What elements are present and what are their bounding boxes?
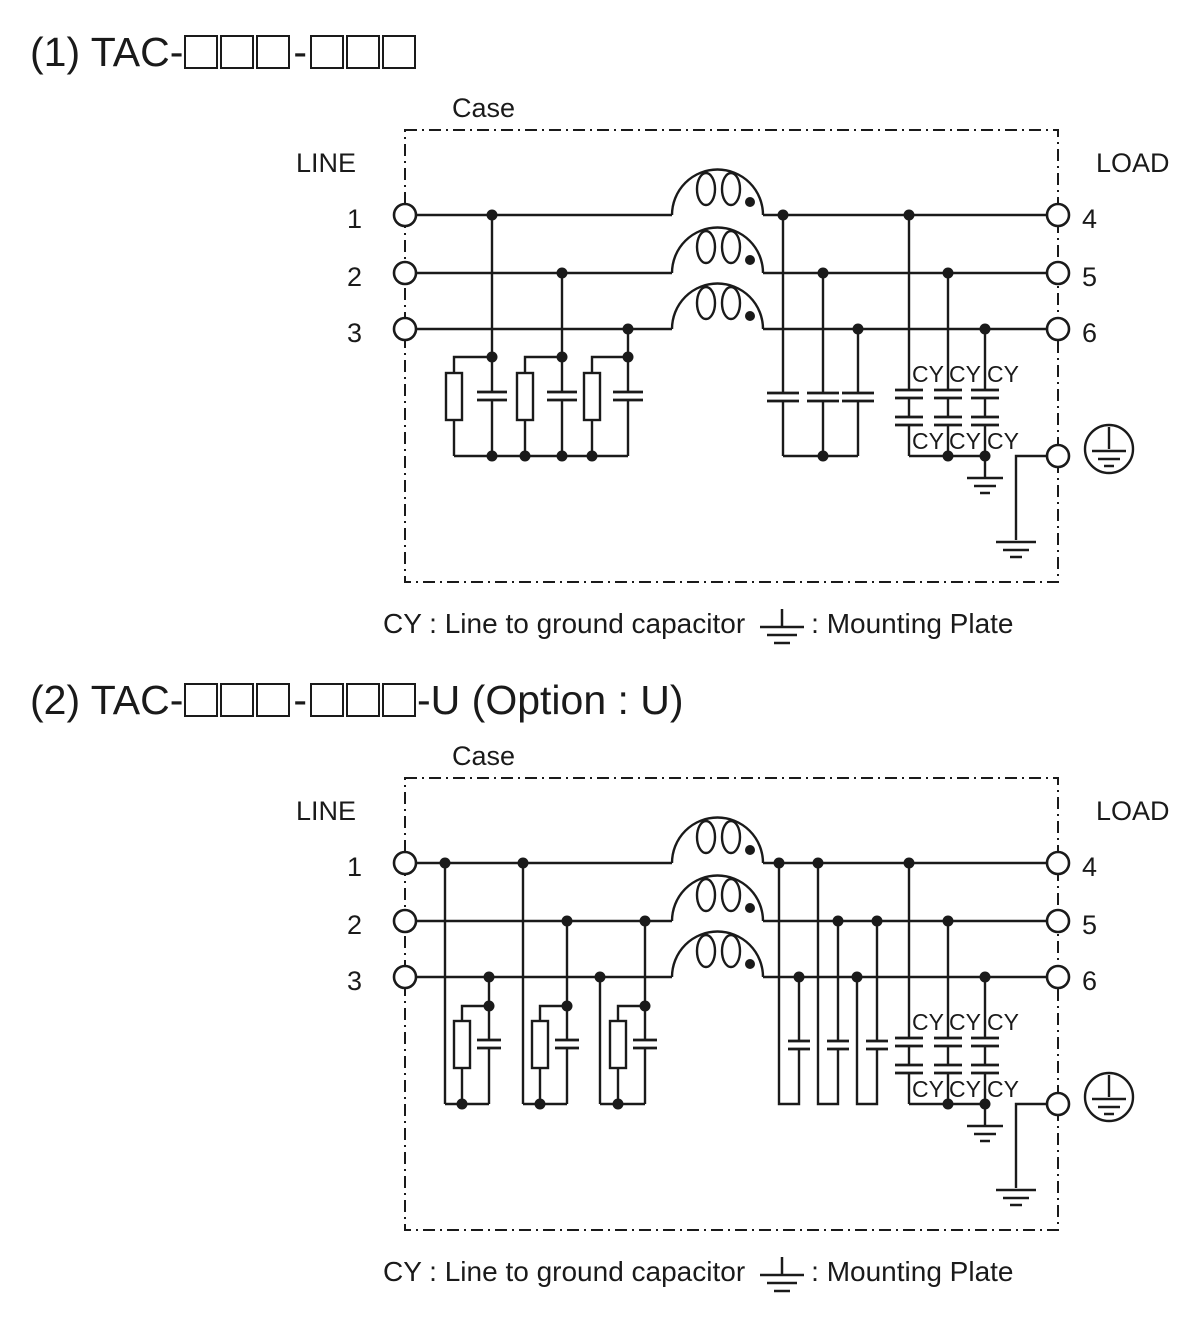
figure-1-title-separator: - (293, 28, 308, 75)
x-capacitor-network-delta (774, 858, 889, 1105)
cy-definition-text: CY : Line to ground capacitor (383, 608, 746, 639)
figure-2-title-suffix: -U (Option : U) (417, 676, 684, 723)
figure-2-title-prefix: (2) TAC- (30, 676, 184, 723)
cy-definition-text: CY : Line to ground capacitor (383, 1256, 746, 1287)
mounting-plate-text: : Mounting Plate (811, 1256, 1014, 1287)
x-capacitor-network-star (767, 210, 874, 462)
x-capacitor-plates (788, 1041, 888, 1049)
figure-2-title-separator: - (293, 676, 308, 723)
filter-skeleton (296, 93, 1170, 582)
x-capacitor-plates (767, 393, 874, 401)
x-capacitor-plates (477, 1040, 657, 1048)
rc-damping-network-star (446, 210, 643, 462)
mounting-plate-icon (759, 607, 805, 647)
damping-resistors (446, 373, 600, 420)
legend-2 (383, 1252, 1014, 1292)
rc-damping-network-delta (440, 858, 658, 1110)
legend-1 (383, 604, 1014, 644)
filter-skeleton (296, 741, 1170, 1230)
x-capacitor-plates (477, 392, 643, 400)
diagram-1 (296, 93, 1170, 582)
mounting-plate-icon (759, 1255, 805, 1295)
diagram-2 (296, 741, 1170, 1230)
figure-1-title-prefix: (1) TAC- (30, 28, 184, 75)
mounting-plate-text: : Mounting Plate (811, 608, 1014, 639)
